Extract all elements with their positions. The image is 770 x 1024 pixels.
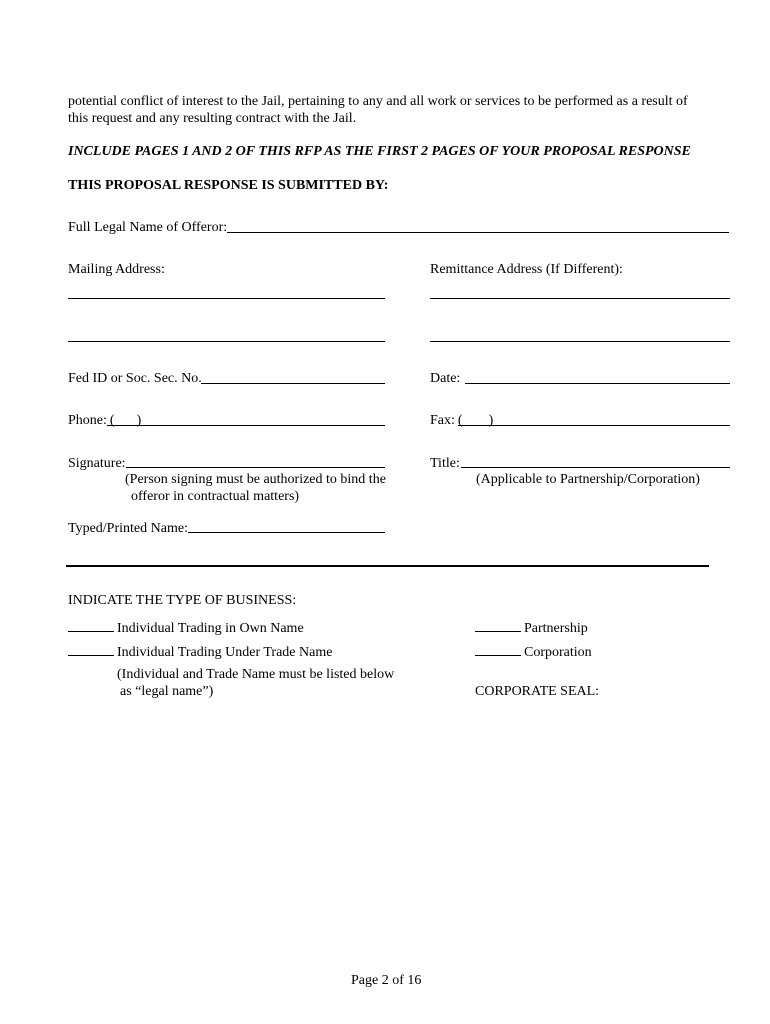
- mailing-address-line-2[interactable]: [68, 341, 385, 342]
- remittance-address-line-1[interactable]: [430, 298, 730, 299]
- intro-line-2: this request and any resulting contract with the Jail.: [68, 111, 357, 126]
- fax-label: [430, 412, 493, 429]
- trade-name-label: Individual Trading Under Trade Name: [117, 645, 333, 660]
- mailing-address-line-1[interactable]: [68, 298, 385, 299]
- phone-label-text: Phone:: [68, 413, 107, 428]
- fax-area-open: (: [457, 413, 463, 428]
- partnership-label: Partnership: [524, 621, 588, 636]
- mailing-address-label: Mailing Address:: [68, 262, 165, 277]
- title-label: Title:: [430, 456, 460, 471]
- fax-field[interactable]: [458, 425, 730, 426]
- signature-label: Signature:: [68, 456, 126, 471]
- legal-name-note-2: as “legal name”): [120, 684, 214, 699]
- partnership-check-field[interactable]: [475, 617, 521, 632]
- business-option-trade-name: [68, 641, 332, 661]
- legal-name-label: Full Legal Name of Offeror:: [68, 220, 228, 235]
- fax-area-close: ): [488, 413, 494, 428]
- business-type-heading: INDICATE THE TYPE OF BUSINESS:: [68, 593, 297, 608]
- signature-note-1: (Person signing must be authorized to bind the: [125, 472, 386, 487]
- corporate-seal-label: CORPORATE SEAL:: [475, 684, 600, 699]
- typed-name-field[interactable]: [188, 532, 385, 533]
- business-option-corporation: [475, 641, 592, 661]
- own-name-label: Individual Trading in Own Name: [117, 621, 304, 636]
- fed-id-label: Fed ID or Soc. Sec. No.: [68, 371, 202, 386]
- trade-name-check-field[interactable]: [68, 641, 114, 656]
- title-field[interactable]: [461, 467, 730, 468]
- phone-label: [68, 412, 141, 429]
- title-note: (Applicable to Partnership/Corporation): [476, 472, 700, 487]
- section-divider: [66, 565, 709, 567]
- date-field[interactable]: [465, 383, 730, 384]
- phone-area-open: (: [109, 413, 115, 428]
- phone-area-close: ): [136, 413, 142, 428]
- remittance-address-line-2[interactable]: [430, 341, 730, 342]
- legal-name-field[interactable]: [227, 232, 729, 233]
- submitted-by-heading: THIS PROPOSAL RESPONSE IS SUBMITTED BY:: [68, 178, 389, 193]
- phone-field[interactable]: [107, 425, 385, 426]
- remittance-address-label: Remittance Address (If Different):: [430, 262, 623, 277]
- intro-paragraph: [68, 93, 718, 127]
- business-option-own-name: [68, 617, 304, 637]
- typed-name-label: Typed/Printed Name:: [68, 521, 188, 536]
- fed-id-field[interactable]: [201, 383, 385, 384]
- own-name-check-field[interactable]: [68, 617, 114, 632]
- include-pages-instruction: INCLUDE PAGES 1 AND 2 OF THIS RFP AS THE FIRST 2 PAGES OF YOUR PROPOSAL RESPONSE: [68, 144, 691, 159]
- date-label: Date:: [430, 371, 461, 386]
- corporation-label: Corporation: [524, 645, 592, 660]
- intro-line-1: potential conflict of interest to the Jail, pertaining to any and all work or services to be performed as a result of: [68, 94, 688, 109]
- page-number: Page 2 of 16: [351, 973, 422, 988]
- signature-field[interactable]: [126, 467, 385, 468]
- signature-note-2: offeror in contractual matters): [131, 489, 300, 504]
- corporation-check-field[interactable]: [475, 641, 521, 656]
- fax-label-text: Fax:: [430, 413, 455, 428]
- business-option-partnership: [475, 617, 588, 637]
- legal-name-note-1: (Individual and Trade Name must be listed below: [117, 667, 395, 682]
